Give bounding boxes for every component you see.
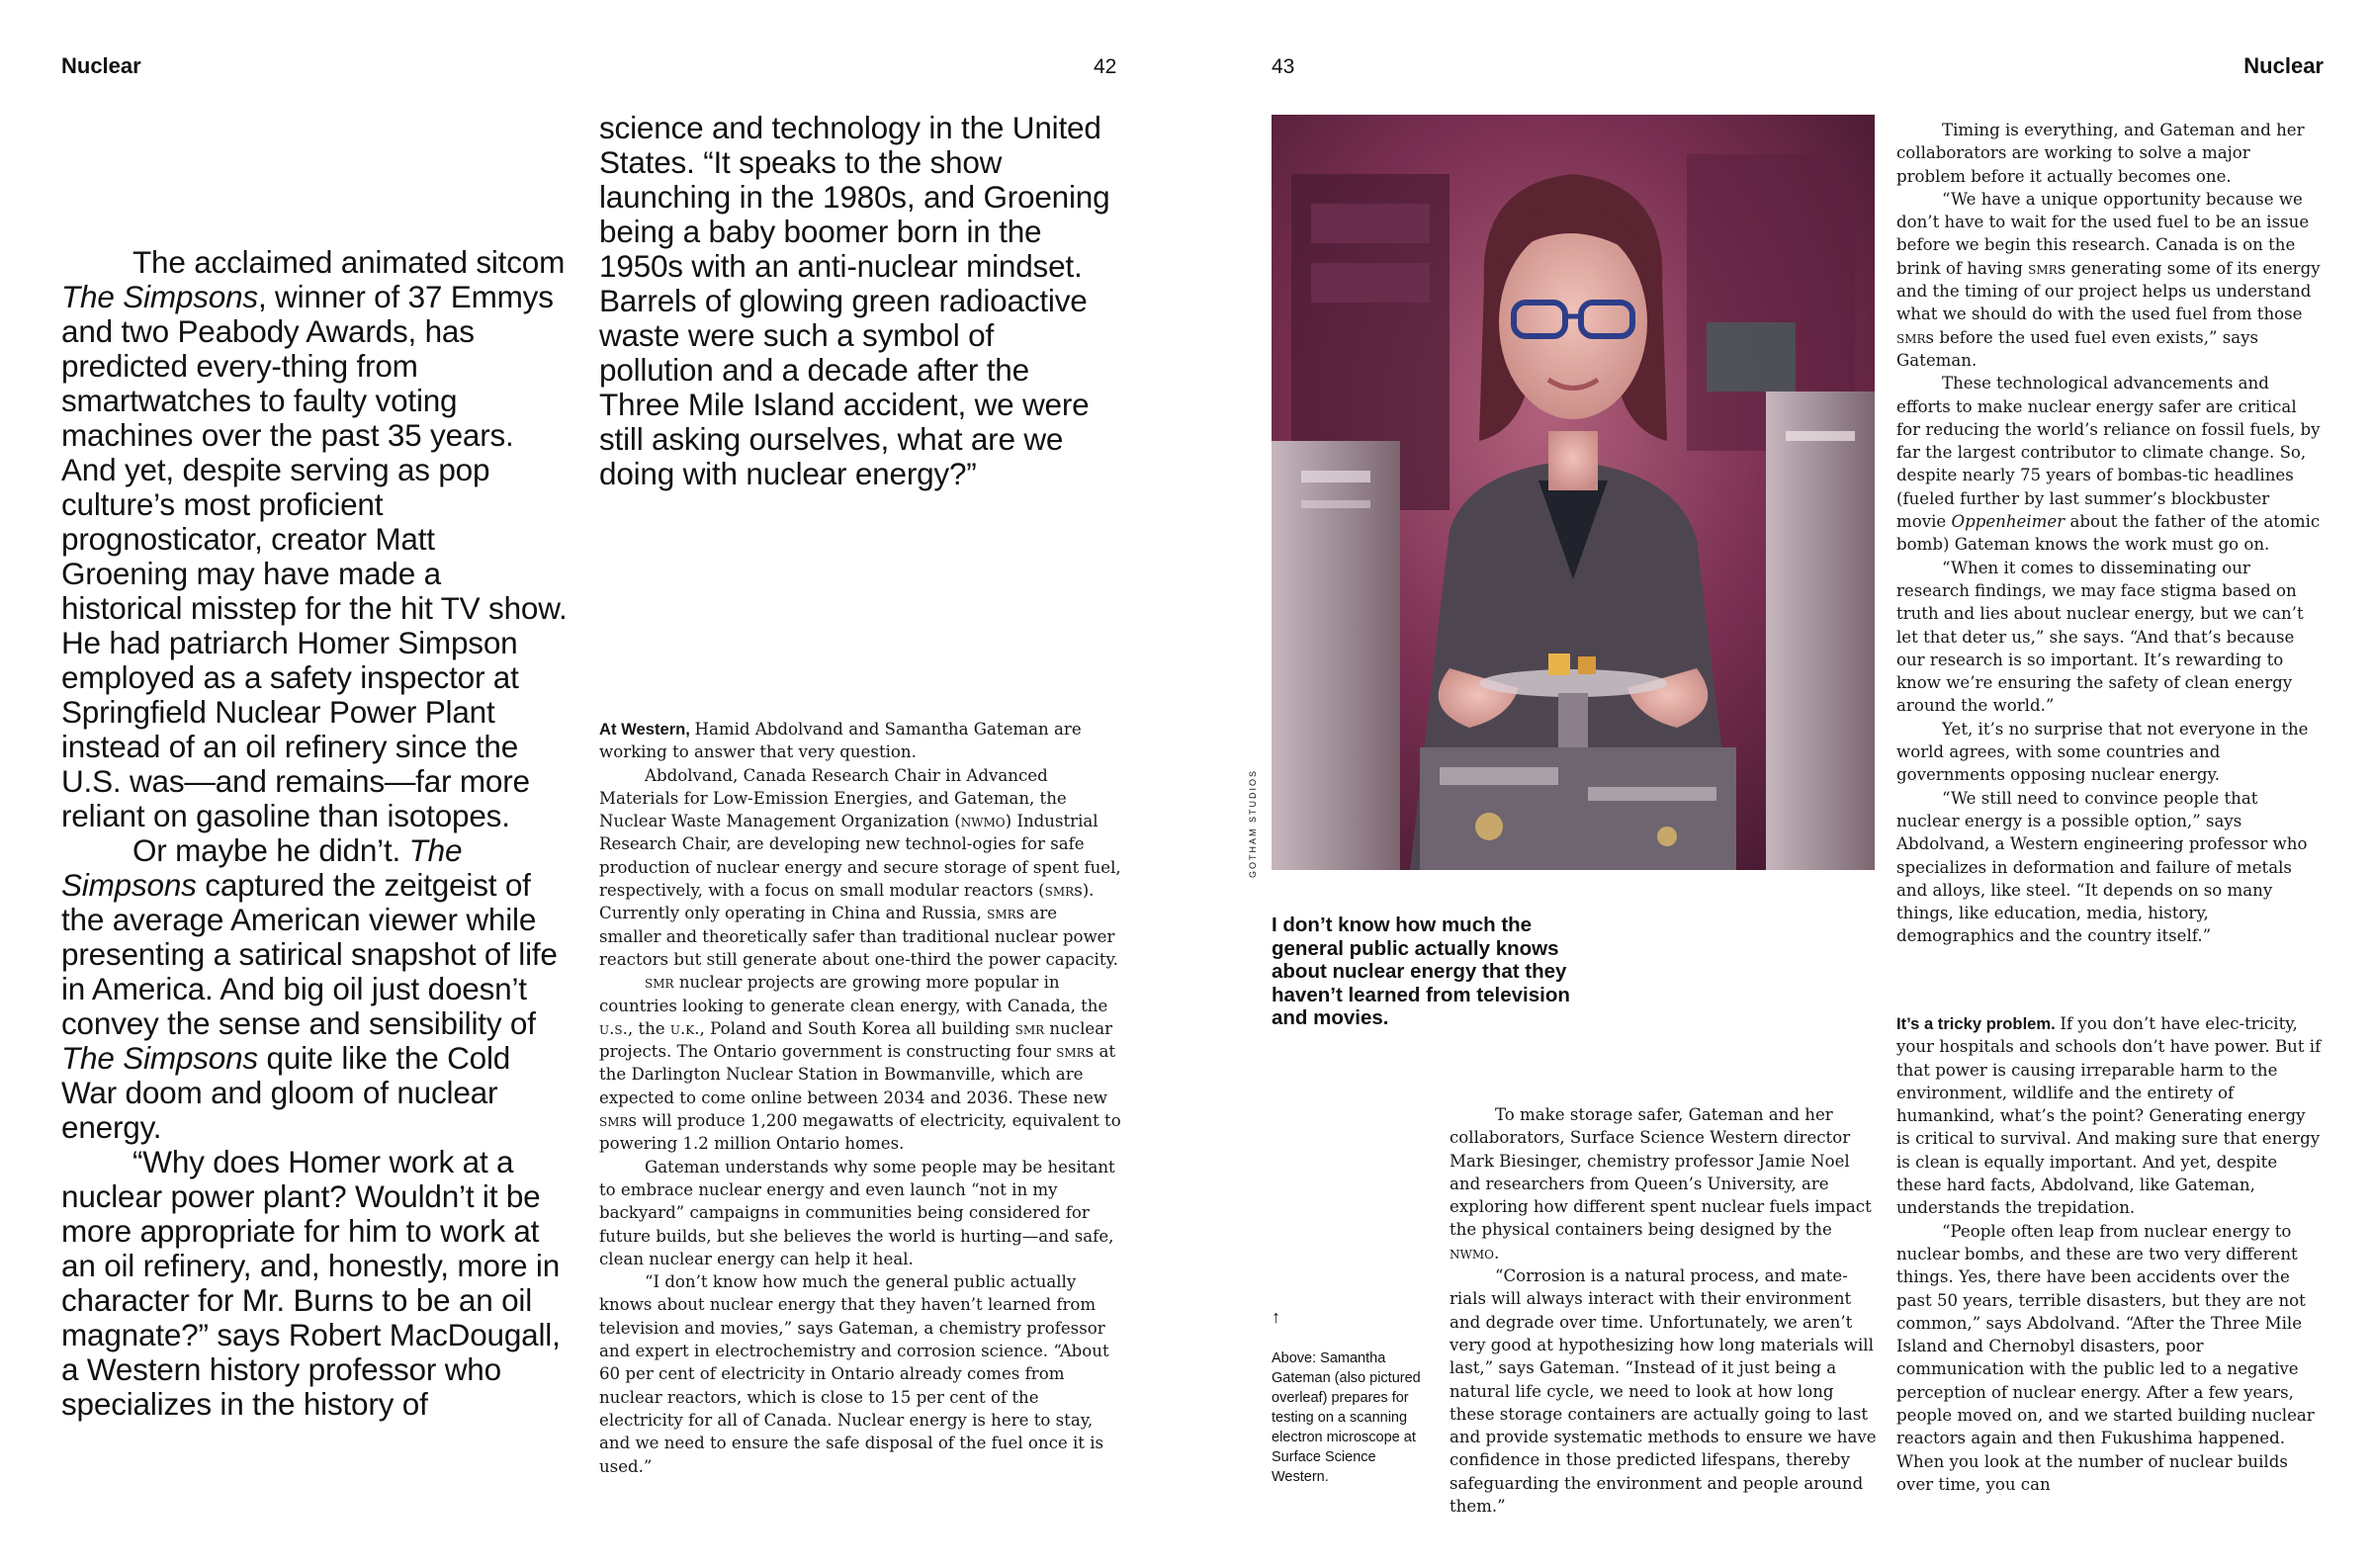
small-caps-acronym: u.k. — [669, 1018, 700, 1038]
section-lead-in: At Western, — [599, 720, 695, 739]
small-caps-acronym: smr — [2028, 258, 2058, 278]
intro-column — [61, 245, 568, 1422]
paragraph: “Why does Homer work at a nuclear power plant? Wouldn’t it be more appropriate for him to work at an oil refinery, and, honestly, more in character for Mr. Burns to be an oil magnate?” says Robert MacDougall, a Western history professor who specializes in the history of — [61, 1144, 561, 1422]
intro-continued-text: science and technology in the United States. “It speaks to the show launching in the 1980s, and Groening being a baby boomer born in the 1950s with an anti-nuclear mindset. Barrels of glowing green radioactive waste were such a symbol of pollution and a decade after the Three Mile Island accident, we were still asking ourselves, what are we doing with nuclear energy?” — [599, 110, 1110, 491]
small-caps-acronym: nwmo — [960, 812, 1006, 831]
page-number-left: 42 — [1094, 55, 1117, 78]
section-lead-in: It’s a tricky problem. — [1896, 1014, 2061, 1033]
paragraph: It’s a tricky problem. If you don’t have elec-tricity, your hospitals and schools don’t have power. But if that power is causing irreparable harm to the environment, wildlife and the entirety of humankind, what’s the point? Generating energy is critical to survival. And making sure that energy is clean is equally important. And yet, despite these hard facts, Abdolvand, like Gateman, understands the trepidation. — [1896, 1014, 2322, 1218]
pull-quote: I don’t know how much the general public actually knows about nuclear energy that they haven’t learned from television and movies. — [1272, 914, 1570, 1029]
small-caps-acronym: smr — [645, 973, 674, 993]
paragraph: The acclaimed animated sitcom The Simpsons, winner of 37 Emmys and two Peabody Awards, has predicted every-thing from smartwatches to faulty voting machines over the past 35 years. And yet, despite serving as pop culture’s most proficient prognosticator, creator Matt Groening may have made a historical misstep for the hit TV show. He had patriarch Homer Simpson employed as a safety inspector at Springfield Nuclear Power Plant instead of an oil refinery since the U.S. was—and remains—far more reliant on gasoline than isotopes. — [61, 244, 568, 833]
paragraph: Gateman understands why some people may be hesitant to embrace nuclear energy and even launch “not in my backyard” campaigns in communities being considered for future builds, but she believes the world is hurting—and safe, clean nuclear energy can help it heal. — [599, 1157, 1115, 1268]
small-caps-acronym: smr — [1056, 1042, 1086, 1062]
paragraph: “We have a unique opportunity because we don’t have to wait for the used fuel to be an issue before we begin this research. Canada is on the brink of having smrs generating some of its energy and the timing of our project helps us understand what we should do with the used fuel from those smrs before the used fuel even exists,” says Gateman. — [1896, 189, 2321, 370]
page-number-right: 43 — [1272, 55, 1295, 78]
photo-samantha-gateman — [1272, 115, 1875, 870]
small-caps-acronym: smr — [1044, 881, 1075, 901]
paragraph: At Western, Hamid Abdolvand and Samantha Gateman are working to answer that very question. — [599, 720, 1082, 762]
paragraph: Timing is everything, and Gateman and her collaborators are working to solve a major problem before it actually becomes one. — [1896, 121, 2305, 186]
photo-credit: GOTHAM STUDIOS — [1248, 768, 1258, 878]
paragraph: “People often leap from nuclear energy to nuclear bombs, and these are two very different things. Yes, there have been accidents over the past 50 years, terrible disasters, but they are not common,” says Abdolvand. “After the Three Mile Island and Chernobyl disasters, poor communication with the public led to a negative perception of nuclear energy. After a few years, people moved on, and we started building nuclear reactors again and then Fukushima happened. When you look at the number of nuclear builds over time, you can — [1896, 1221, 2315, 1494]
italic-title: The Simpsons — [61, 279, 258, 314]
article-column-right-bottom — [1896, 1012, 2324, 1496]
paragraph: smr nuclear projects are growing more popular in countries looking to generate clean energy, with Canada, the u.s., the u.k., Poland and South Korea all building smr nuclear projects. The Ontario government is constructing four smrs at the Darlington Nuclear Station in Bowmanville, which are expected to come online between 2034 and 2036. These new smrs will produce 1,200 megawatts of electricity, equivalent to powering 1.2 million Ontario homes. — [599, 973, 1121, 1154]
paragraph: “We still need to convince people that nuclear energy is a possible option,” says Abdolvand, a Western engineering professor who specializes in deformation and failure of metals and alloys, like steel. “It depends on so many things, like education, media, history, demographics and the country itself.” — [1896, 788, 2308, 946]
paragraph: To make storage safer, Gateman and her collaborators, Surface Science Western director Mark Biesinger, chemistry professor Jamie Noel and researchers from Queen’s University, are exploring how different spent nuclear fuels impact the physical containers being designed by the nwmo. — [1450, 1105, 1872, 1263]
section-label-left: Nuclear — [61, 53, 141, 78]
paragraph: These technological advancements and efforts to make nuclear energy safer are critical for reducing the world’s reliance on fossil fuels, by far the largest contributor to climate change. So, despite nearly 75 years of bombas-tic headlines (fueled further by last summer’s blockbuster movie Oppenheimer about the father of the atomic bomb) Gateman knows the work must go on. — [1896, 374, 2321, 555]
paragraph: Yet, it’s no surprise that not everyone in the world agrees, with some countries and governments opposing nuclear energy. — [1896, 719, 2309, 785]
small-caps-acronym: smr — [987, 904, 1016, 923]
article-column-middle — [1450, 1103, 1877, 1518]
italic-title: Oppenheimer — [1951, 512, 2065, 532]
italic-title: The Simpsons — [61, 1040, 258, 1076]
italic-title: The Simpsons — [61, 832, 463, 903]
small-caps-acronym: smr — [1896, 327, 1926, 347]
article-column-left — [599, 718, 1123, 1478]
section-label-right: Nuclear — [2243, 53, 2324, 78]
article-column-right-top — [1896, 119, 2324, 948]
intro-column-continued — [599, 111, 1113, 491]
small-caps-acronym: nwmo — [1450, 1243, 1494, 1263]
paragraph: “Corrosion is a natural process, and mate-rials will always interact with their environment and degrade over time. Unfortunately, we aren’t very good at hypothesizing how long materials will last,” says Gateman. “Instead of it just being a natural life cycle, we need to look at how long these storage containers are actually going to last and provide systematic methods to ensure we have confidence in those predicted lifespans, thereby safeguarding the environment and people around them.” — [1450, 1266, 1877, 1517]
paragraph: Abdolvand, Canada Research Chair in Advanced Materials for Low-Emission Energies, and Gateman, the Nuclear Waste Management Organization (nwmo) Industrial Research Chair, are developing new technol-ogies for safe production of nuclear energy and secure storage of spent fuel, respectively, with a focus on small modular reactors (smrs). Currently only operating in China and Russia, smrs are smaller and theoretically safer than traditional nuclear power reactors but still generate about one-third the power capacity. — [599, 765, 1121, 969]
photo-illustration — [1272, 115, 1875, 870]
paragraph: “When it comes to disseminating our research findings, we may face stigma based on truth and lies about nuclear energy, but we can’t let that deter us,” she says. “And that’s because our research is so important. It’s rewarding to know we’re ensuring the safety of clean energy around the world.” — [1896, 558, 2304, 716]
paragraph: “I don’t know how much the general public actually knows about nuclear energy that they haven’t learned from television and movies,” says Gateman, a chemistry professor and expert in electrochemistry and corrosion science. “About 60 per cent of electricity in Ontario already comes from nuclear reactors, which is close to 15 per cent of the electricity for all of Canada. Nuclear energy is here to stay, and we need to ensure the safe disposal of the fuel once it is used.” — [599, 1272, 1109, 1476]
small-caps-acronym: smr — [1014, 1018, 1045, 1038]
photo-caption: Above: Samantha Gateman (also pictured overleaf) prepares for testing on a scanning electron microscope at Surface Science Western. — [1272, 1350, 1421, 1485]
small-caps-acronym: u.s. — [599, 1018, 628, 1038]
caption-arrow-icon: ↑ — [1272, 1307, 1280, 1327]
paragraph: Or maybe he didn’t. The Simpsons captured the zeitgeist of the average American viewer while presenting a satirical snapshot of life in America. And big oil just doesn’t convey the sense and sensibility of The Simpsons quite like the Cold War doom and gloom of nuclear energy. — [61, 832, 558, 1145]
small-caps-acronym: smr — [599, 1111, 629, 1131]
